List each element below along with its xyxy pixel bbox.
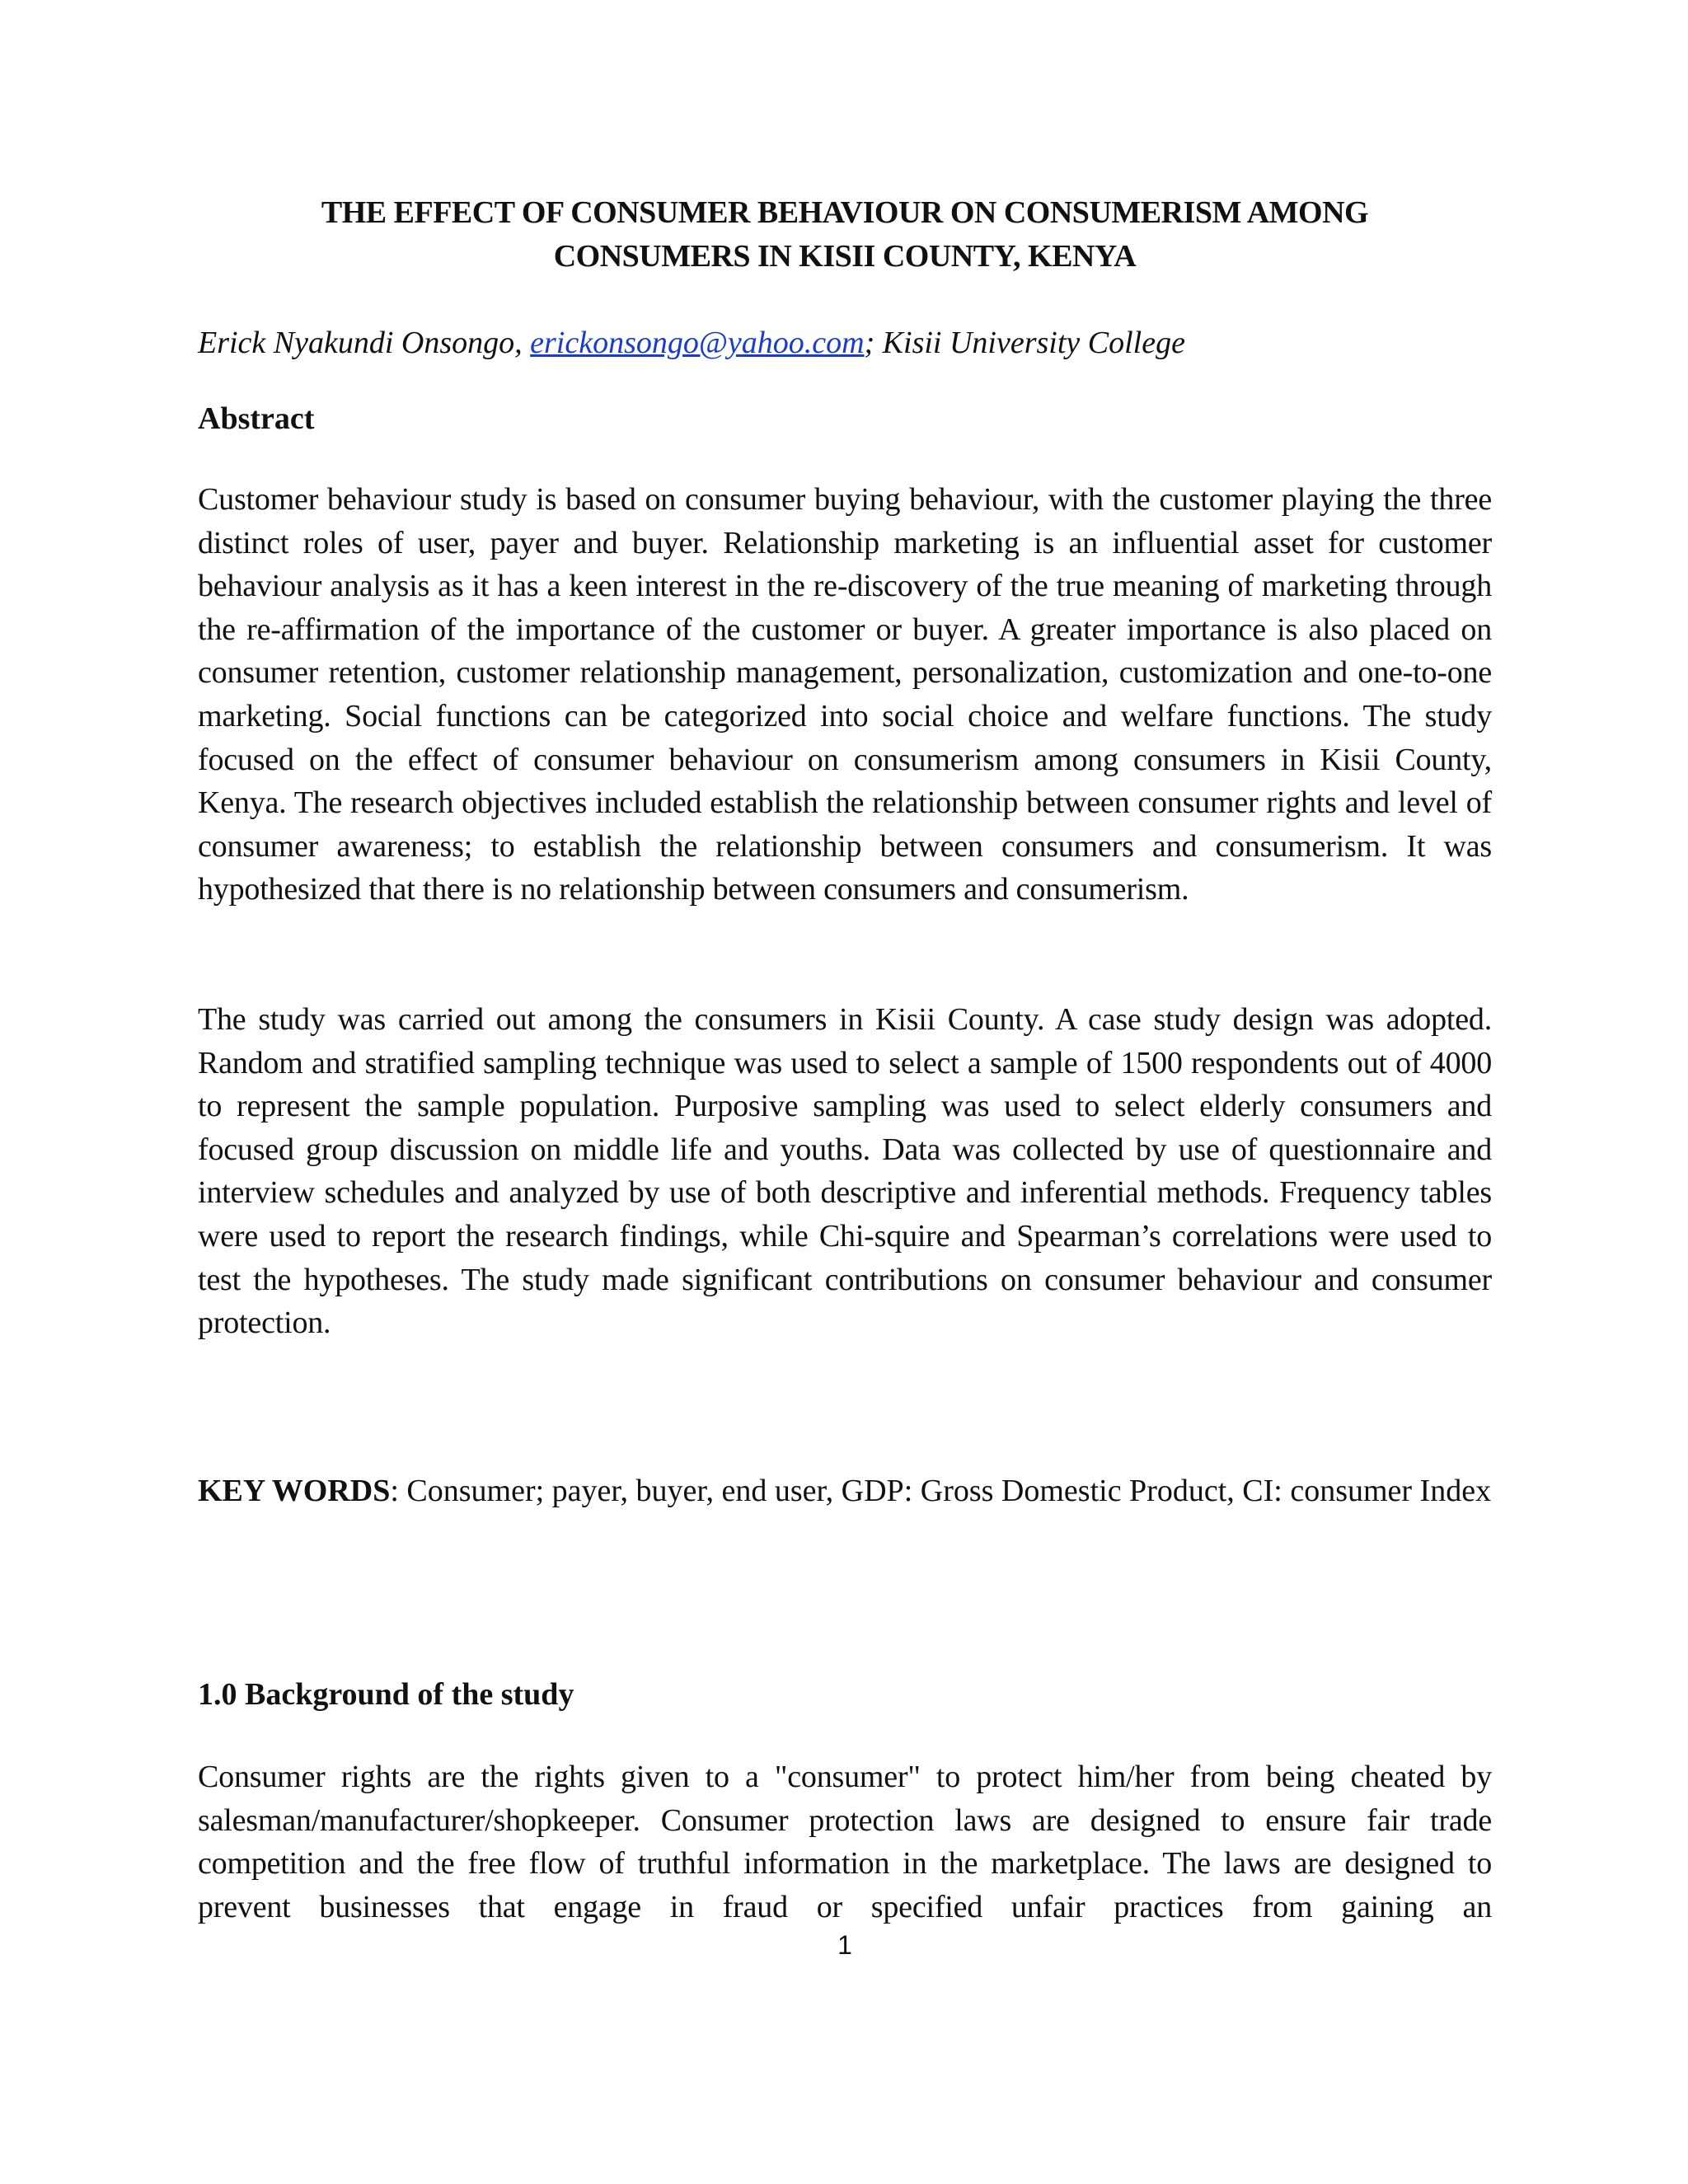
author-line (198, 321, 1492, 365)
background-heading: 1.0 Background of the study (198, 1677, 574, 1712)
paper-title-line-1: THE EFFECT OF CONSUMER BEHAVIOUR ON CONSUMERISM AMONG (321, 195, 1369, 230)
keywords-text: : Consumer; payer, buyer, end user, GDP: Gross Domestic Product, CI: consumer Index (390, 1474, 1492, 1508)
paper-title-line-2: CONSUMERS IN KISII COUNTY, KENYA (553, 239, 1137, 274)
paper-title (198, 191, 1492, 279)
abstract-paragraph-2: The study was carried out among the consumers in Kisii County. A case study design was adopted. Random and stratified sampling technique was used to select a sample of 1500 respondents out of 4000 to represent the sample population. Purposive sampling was used to select elderly consumers and focused group discussion on middle life and youths. Data was collected by use of questionnaire and interview schedules and analyzed by use of both descriptive and inferential methods. Frequency tables were used to report the research findings, while Chi-squire and Spearman’s correlations were used to test the hypotheses. The study made significant contributions on consumer behaviour and consumer protection. (198, 1002, 1492, 1341)
background-paragraph: Consumer rights are the rights given to a "consumer" to protect him/her from being cheated by salesman/manufacturer/shopkeeper. Consumer protection laws are designed to ensure fair trade competition and the free flow of truthful information in the marketplace. The laws are designed to prevent businesses that engage in fraud or specified unfair practices from gaining an (198, 1760, 1492, 1924)
keywords-section (198, 1469, 1492, 1513)
abstract-heading: Abstract (198, 401, 315, 436)
page-number: 1 (837, 1930, 852, 1960)
abstract-paragraph-1: Customer behaviour study is based on consumer buying behaviour, with the customer playing the three distinct roles of user, payer and buyer. Relationship marketing is an influential asset for customer behaviour analysis as it has a keen interest in the re-discovery of the true meaning of marketing through the re-affirmation of the importance of the customer or buyer. A greater importance is also placed on consumer retention, customer relationship management, personalization, customization and one-to-one marketing. Social functions can be categorized into social choice and welfare functions. The study focused on the effect of consumer behaviour on consumerism among consumers in Kisii County, Kenya. The research objectives included establish the relationship between consumer rights and level of consumer awareness; to establish the relationship between consumers and consumerism. It was hypothesized that there is no relationship between consumers and consumerism. (198, 482, 1492, 907)
author-affiliation: ; Kisii University College (864, 326, 1185, 360)
keywords-label: KEY WORDS (198, 1474, 391, 1508)
author-email-link[interactable]: erickonsongo@yahoo.com (530, 326, 865, 360)
author-name: Erick Nyakundi Onsongo, (198, 326, 531, 360)
